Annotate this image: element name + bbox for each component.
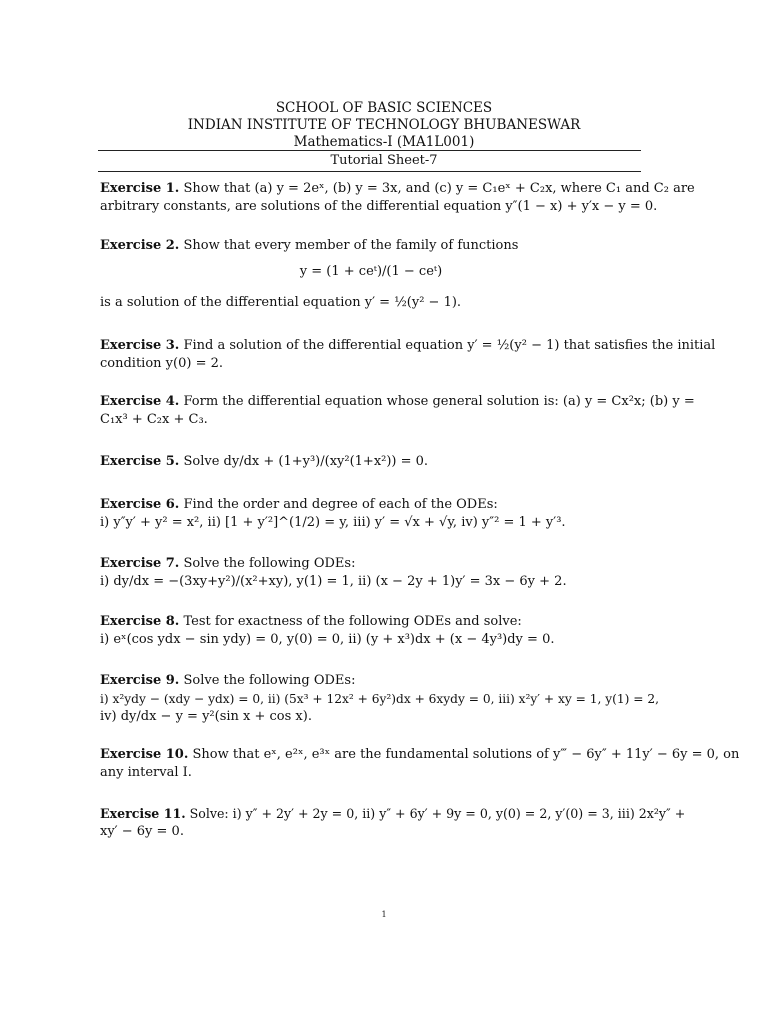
exercise-label: Exercise 1.: [100, 181, 180, 196]
exercise-text: Solve dy/dx + (1+y³)/(xy²(1+x²)) = 0.: [183, 454, 429, 469]
exercise-text: Find a solution of the differential equation y′ = ½(y² − 1) that satisfies the initial: [183, 338, 716, 353]
exercise-1: [100, 180, 695, 216]
exercise-8: [100, 613, 642, 649]
exercise-text: Form the differential equation whose general solution is: (a) y = Cx²x; (b) y =: [183, 394, 695, 409]
institute-name: INDIAN INSTITUTE OF TECHNOLOGY BHUBANESWAR: [187, 117, 581, 133]
exercise-text: arbitrary constants, are solutions of the differential equation y″(1 − x) + y′x − y = 0.: [100, 199, 658, 214]
exercise-label: Exercise 11.: [100, 806, 186, 821]
exercise-7: [100, 555, 642, 591]
exercise-text: C₁x³ + C₂x + C₃.: [100, 412, 208, 427]
exercise-11: [100, 805, 686, 841]
exercise-9: [100, 672, 659, 726]
exercise-text: Solve the following ODEs:: [183, 673, 356, 688]
exercise-text: i) eˣ(cos ydx − sin ydy) = 0, y(0) = 0, ii) (y + x³)dx + (x − 4y³)dy = 0.: [100, 632, 555, 647]
exercise-text: Test for exactness of the following ODEs and solve:: [183, 614, 522, 629]
exercise-label: Exercise 2.: [100, 238, 180, 253]
school-name: SCHOOL OF BASIC SCIENCES: [275, 100, 493, 116]
exercise-5: [100, 453, 642, 471]
exercise-label: Exercise 3.: [100, 338, 180, 353]
exercise-text: Solve the following ODEs:: [183, 556, 356, 571]
exercise-text: iv) dy/dx − y = y²(sin x + cos x).: [100, 709, 312, 724]
exercise-text: i) y″y′ + y² = x², ii) [1 + y′²]^(1/2) = y, iii) y′ = √x + √y, iv) y″² = 1 + y′³.: [100, 515, 566, 530]
exercise-label: Exercise 8.: [100, 614, 180, 629]
exercise-text: Show that (a) y = 2eˣ, (b) y = 3x, and (c) y = C₁eˣ + C₂x, where C₁ and C₂ are: [183, 181, 695, 196]
exercise-text: any interval I.: [100, 765, 192, 780]
exercise-label: Exercise 9.: [100, 673, 180, 688]
exercise-2-after: [100, 294, 642, 312]
exercise-text: Find the order and degree of each of the ODEs:: [183, 497, 498, 512]
exercise-label: Exercise 4.: [100, 394, 180, 409]
course-name: Mathematics-I (MA1L001): [293, 134, 475, 150]
exercise-text: i) dy/dx = −(3xy+y²)/(x²+xy), y(1) = 1, ii) (x − 2y + 1)y′ = 3x − 6y + 2.: [100, 574, 567, 589]
exercise-label: Exercise 7.: [100, 556, 180, 571]
exercise-3: [100, 337, 716, 373]
exercise-text: Show that every member of the family of functions: [183, 238, 519, 253]
exercise-text: condition y(0) = 2.: [100, 356, 223, 371]
exercise-2-formula: y = (1 + ceᵗ)/(1 − ceᵗ): [299, 264, 443, 279]
sheet-title: Tutorial Sheet-7: [330, 153, 438, 168]
exercise-label: Exercise 10.: [100, 747, 189, 762]
header-rule-top: [98, 150, 641, 151]
exercise-10: [100, 746, 740, 782]
exercise-text: Show that eˣ, e²ˣ, e³ˣ are the fundamental solutions of y‴ − 6y″ + 11y′ − 6y = 0, on: [192, 747, 740, 762]
exercise-6: [100, 496, 642, 532]
exercise-text: is a solution of the differential equation y′ = ½(y² − 1).: [100, 295, 462, 310]
header-rule-bottom: [98, 171, 641, 172]
document-header: [0, 100, 768, 151]
page-number: 1: [381, 910, 387, 919]
exercise-4: [100, 393, 695, 429]
exercise-label: Exercise 5.: [100, 454, 180, 469]
exercise-text: xy′ − 6y = 0.: [100, 824, 184, 839]
exercise-text: Solve: i) y″ + 2y′ + 2y = 0, ii) y″ + 6y′ + 9y = 0, y(0) = 2, y′(0) = 3, iii) 2x²y″ +: [189, 806, 686, 821]
exercise-2: [100, 237, 642, 255]
exercise-label: Exercise 6.: [100, 497, 180, 512]
exercise-text: i) x²ydy − (xdy − ydx) = 0, ii) (5x³ + 12x² + 6y²)dx + 6xydy = 0, iii) x²y′ + xy = 1, y(1) = 2,: [100, 692, 659, 706]
